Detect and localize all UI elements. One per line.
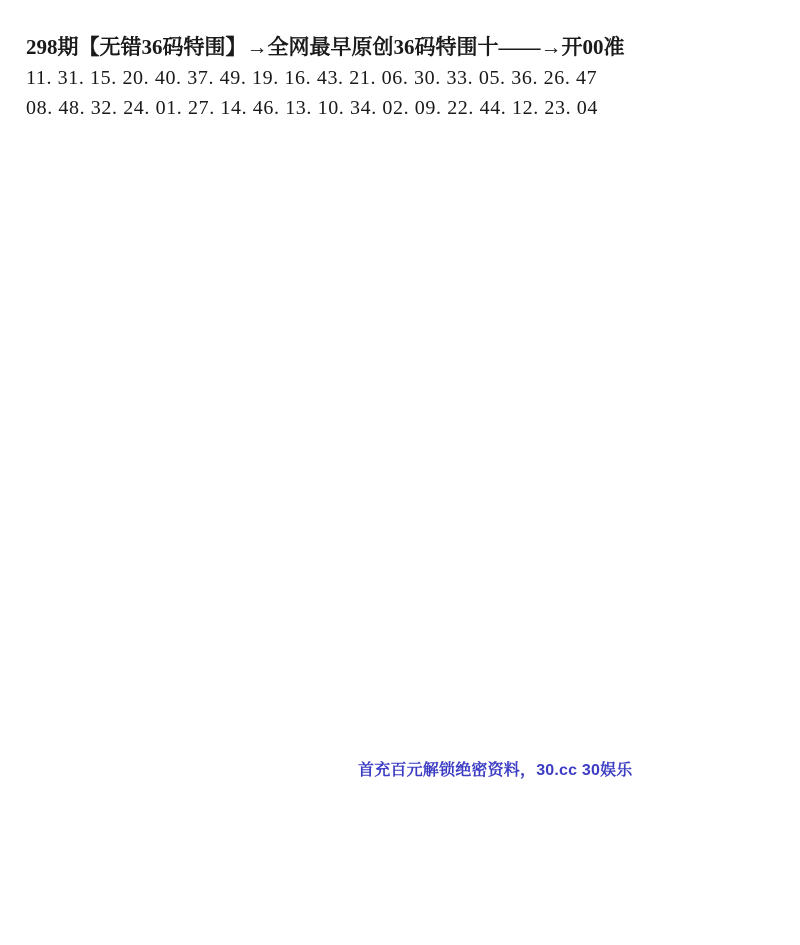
headline-title: 298期【无错36码特围】→全网最早原创36码特围十——→开00准 <box>26 35 625 59</box>
number-row-2: 08. 48. 32. 24. 01. 27. 14. 46. 13. 10. 34. 02. 09. 22. 44. 12. 23. 04 <box>26 97 598 119</box>
promo-text: 首充百元解锁绝密资料，30.cc 30娱乐 <box>358 762 633 779</box>
number-row-1: 11. 31. 15. 20. 40. 37. 49. 19. 16. 43. 21. 06. 30. 33. 05. 36. 26. 47 <box>26 67 598 89</box>
lottery-content-block <box>26 32 778 123</box>
